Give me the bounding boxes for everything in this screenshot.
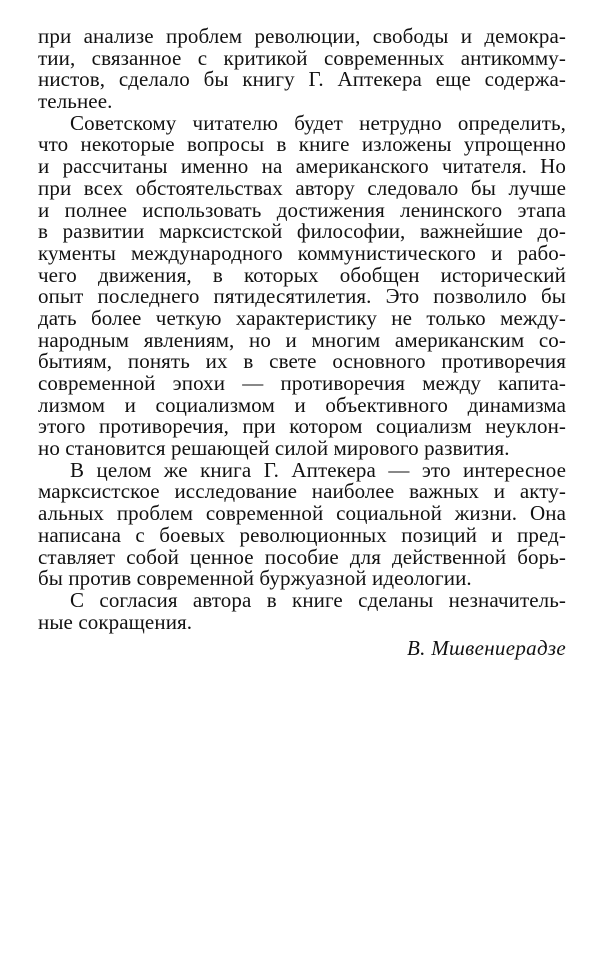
document-body: [38, 26, 566, 633]
text-line: бытиям, понять их в свете основного противоречия: [38, 349, 566, 374]
text-line: бы против современной буржуазной идеологии.: [38, 566, 472, 591]
text-line: что некоторые вопросы в книге изложены упрощенно: [38, 132, 566, 157]
text-line: дать более четкую характеристику не только между-: [38, 305, 566, 330]
text-line: тии, связанное с критикой современных антикомму-: [38, 45, 566, 70]
text-line: ные сокращения.: [38, 609, 193, 634]
paragraph-first-line: Советскому читателю будет нетрудно определить,: [70, 110, 566, 135]
text-line: в развитии марксистской философии, важнейшие до-: [38, 219, 566, 244]
text-line: этого противоречия, при котором социализм неуклон-: [38, 414, 566, 439]
text-line: нистов, сделало бы книгу Г. Аптекера еще содержа-: [38, 67, 566, 92]
text-line: народным явлениям, но и многим американским со-: [38, 327, 566, 352]
text-line: альных проблем современной социальной жизни. Она: [38, 501, 566, 526]
text-line: и полнее использовать достижения ленинского этапа: [38, 197, 566, 222]
text-line: но становится решающей силой мирового развития.: [38, 436, 510, 461]
text-line: чего движения, в которых обобщен исторический: [38, 262, 566, 287]
text-line: при всех обстоятельствах автору следовало бы лучше: [38, 175, 566, 200]
text-line: при анализе проблем революции, свободы и демокра-: [38, 24, 566, 48]
paragraph-first-line: В целом же книга Г. Аптекера — это интересное: [70, 457, 566, 482]
text-line: марксистское исследование наиболее важных и акту-: [38, 479, 566, 504]
text-line: лизмом и социализмом и объективного динамизма: [38, 392, 566, 417]
paragraph-first-line: С согласия автора в книге сделаны незначитель-: [70, 587, 566, 612]
text-line: опыт последнего пятидесятилетия. Это позволило бы: [38, 284, 566, 309]
text-line: современной эпохи — противоречия между капита-: [38, 371, 566, 395]
text-line: ставляет собой ценное пособие для действенной борь-: [38, 544, 566, 569]
text-line: написана с боевых революционных позиций и пред-: [38, 522, 566, 547]
text-line: кументы международного коммунистического и рабо-: [38, 240, 566, 265]
author-signature: В. Мшвениерадзе: [407, 636, 566, 660]
text-line: тельнее.: [38, 89, 113, 114]
text-line: и рассчитаны именно на американского читателя. Но: [38, 154, 566, 179]
